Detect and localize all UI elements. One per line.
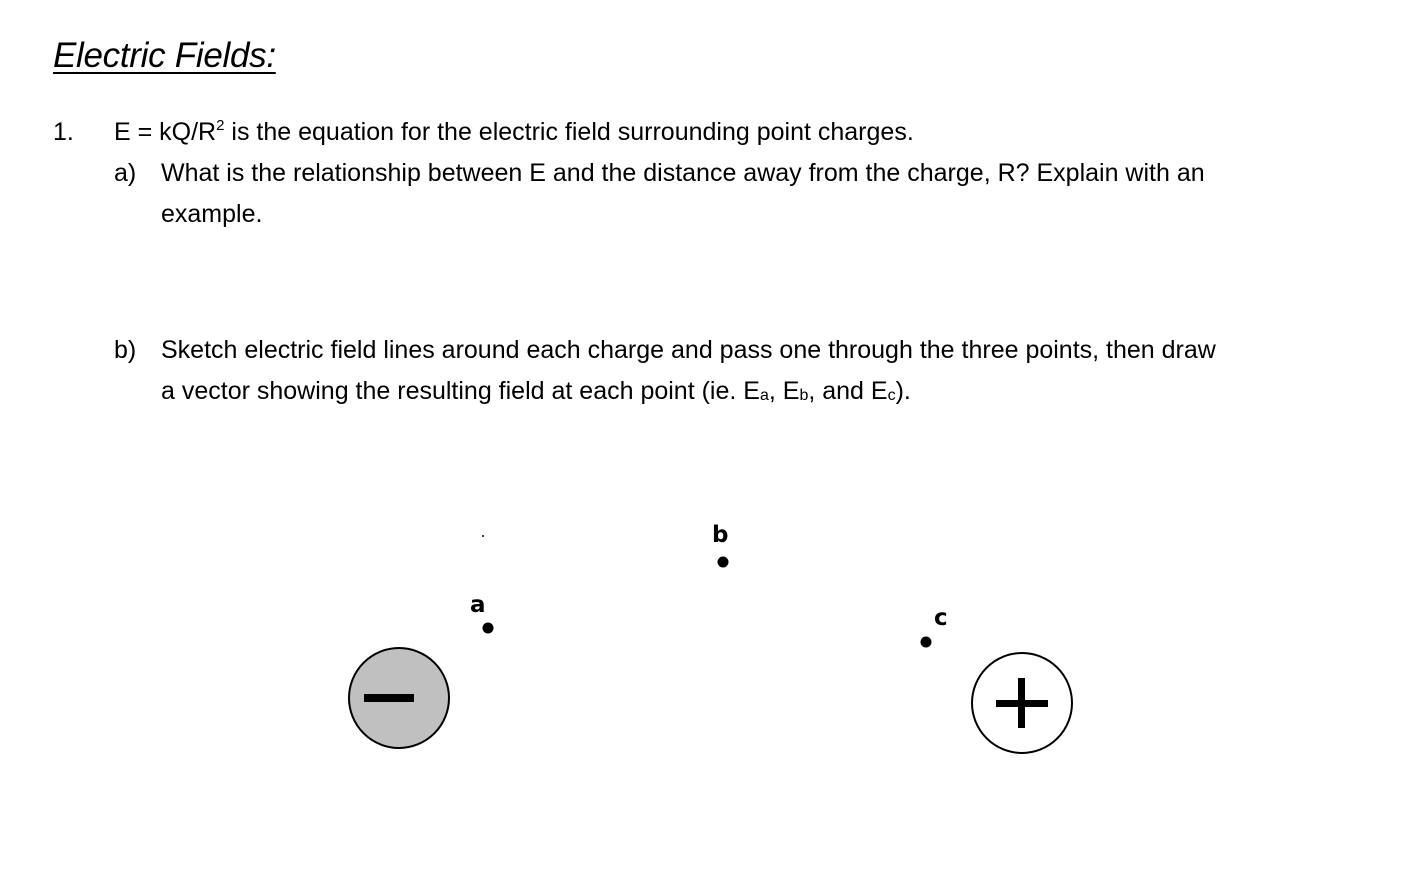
equation-prefix: E = kQ/R [114, 118, 217, 146]
subscript-c: c [887, 387, 896, 404]
part-b-text-line-1: Sketch electric field lines around each charge and pass one through the three points, then draw [161, 336, 1216, 364]
part-b-separator-1: , E [768, 377, 800, 405]
point-c-dot [921, 637, 932, 648]
subscript-b: b [799, 387, 809, 404]
equation-exponent: 2 [216, 117, 225, 134]
plus-icon-vertical [1018, 678, 1025, 728]
part-a-text-line-2: example. [161, 200, 263, 228]
point-c-label: c [934, 605, 948, 631]
minus-icon [364, 694, 414, 702]
stray-dot [482, 535, 484, 537]
part-a-label: a) [114, 159, 137, 187]
part-b-line-2-start: a vector showing the resulting field at each point (ie. E [161, 377, 760, 405]
equation-suffix: is the equation for the electric field surrounding point charges. [224, 118, 914, 146]
part-b-line-2-end: ). [895, 377, 911, 405]
negative-charge [349, 648, 449, 748]
page-title: Electric Fields: [53, 36, 276, 75]
point-b-label: b [712, 522, 729, 548]
subscript-a: a [759, 387, 769, 404]
part-b-separator-2: , and E [808, 377, 888, 405]
point-a-dot [483, 623, 494, 634]
question-number: 1. [53, 118, 74, 146]
positive-charge [972, 653, 1072, 753]
point-b-dot [718, 557, 729, 568]
part-a-text-line-1: What is the relationship between E and the distance away from the charge, R? Explain with an [161, 159, 1205, 187]
point-a-label: a [470, 592, 486, 618]
part-b-label: b) [114, 336, 137, 364]
